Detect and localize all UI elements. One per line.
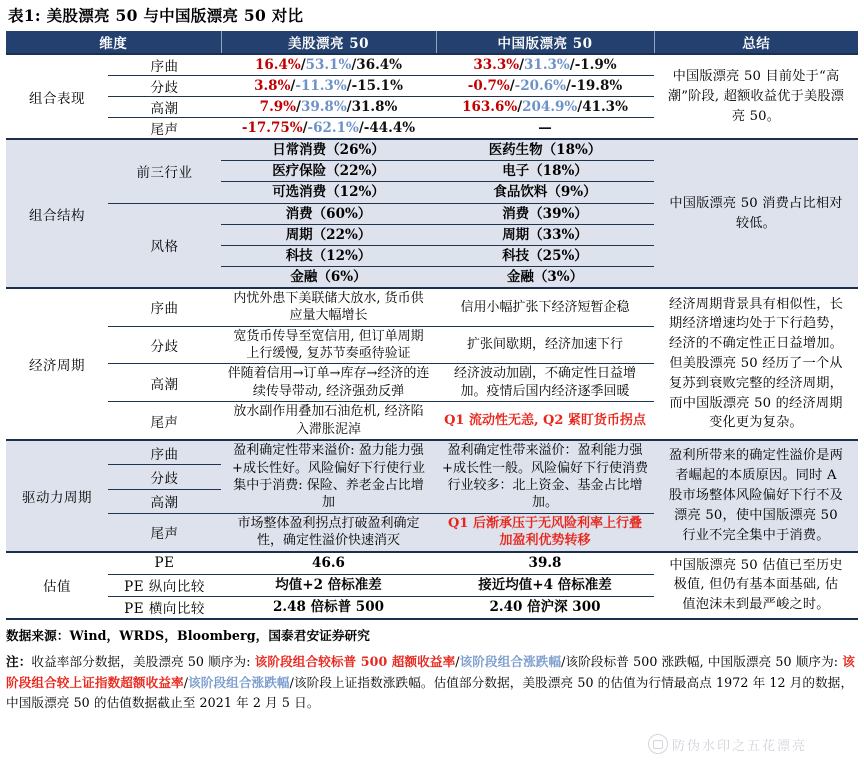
value-token: 39.8% bbox=[300, 99, 347, 116]
phase-label: 高潮 bbox=[108, 489, 221, 513]
us-value: 日常消费（26%） bbox=[221, 139, 436, 161]
note-part-1: 收益率部分数据，美股漂亮 50 顺序为: bbox=[31, 654, 255, 670]
value-token: / bbox=[358, 120, 364, 137]
table-header-row bbox=[6, 31, 858, 54]
summary-economic-cycle: 经济周期背景具有相似性，长期经济增速均处于下行趋势，经济的不确定性正日益增加。但美股漂亮 50 经历了一个从复苏到衰败完整的经济周期，而中国版漂亮 50 的经济周期变化更为复杂。 bbox=[654, 288, 858, 440]
cn-value: 周期（33%） bbox=[436, 224, 654, 245]
us-value: 市场整体盈利拐点打破盈利确定性，确定性溢价快速消灭 bbox=[221, 513, 436, 551]
value-token: -15.1% bbox=[351, 78, 403, 95]
summary-portfolio-structure: 中国版漂亮 50 消费占比相对较低。 bbox=[654, 139, 858, 288]
value-token: / bbox=[346, 99, 352, 116]
us-value: 金融（6%） bbox=[221, 266, 436, 288]
value-token: 41.3% bbox=[582, 99, 628, 116]
phase-label: 分歧 bbox=[108, 326, 221, 364]
header-cell-us: 美股漂亮 50 bbox=[221, 31, 436, 54]
us-value: 盈利确定性带来溢价: 盈力能力强+成长性好。风险偏好下行使行业集中于消费: 保险、养老金占比增加 bbox=[221, 440, 436, 513]
phase-label: 尾声 bbox=[108, 118, 221, 140]
header-cell-cn: 中国版漂亮 50 bbox=[436, 31, 654, 54]
note-slash-2: / bbox=[561, 654, 566, 670]
us-value: 2.48 倍标普 500 bbox=[221, 596, 436, 619]
us-value: 消费（60%） bbox=[221, 203, 436, 224]
note-slash-1: / bbox=[455, 654, 460, 670]
us-value: 科技（12%） bbox=[221, 245, 436, 266]
metric-label: PE 横向比较 bbox=[108, 596, 221, 619]
value-token: -62.1% bbox=[307, 120, 359, 137]
phase-label: 尾声 bbox=[108, 402, 221, 440]
phase-label: 分歧 bbox=[108, 465, 221, 489]
watermark-seal-icon bbox=[648, 734, 668, 754]
section-label-valuation: 估值 bbox=[6, 552, 108, 619]
value-token: / bbox=[346, 78, 352, 95]
section-label-portfolio-structure: 组合结构 bbox=[6, 139, 108, 288]
value-token: 31.8% bbox=[351, 99, 398, 116]
value-token: — bbox=[538, 120, 552, 137]
cn-value: 信用小幅扩张下经济短暂企稳 bbox=[436, 288, 654, 326]
value-token: -11.3% bbox=[295, 78, 347, 95]
us-value: 宽货币传导至宽信用, 但订单周期上行缓慢, 复苏节奏亟待验证 bbox=[221, 326, 436, 364]
header-cell-summary: 总结 bbox=[654, 31, 858, 54]
summary-portfolio-performance: 中国版漂亮 50 目前处于“高潮”阶段, 超额收益优于美股漂亮 50。 bbox=[654, 54, 858, 139]
summary-valuation: 中国版漂亮 50 估值已至历史极值, 但仍有基本面基础, 估值泡沫未到最严峻之时。 bbox=[654, 552, 858, 619]
value-token: 204.9% bbox=[522, 99, 578, 116]
value-token: / bbox=[300, 57, 306, 73]
value-token: / bbox=[296, 99, 301, 116]
value-token: -17.75% bbox=[241, 120, 303, 137]
cn-value: Q1 流动性无恙, Q2 紧盯货币拐点 bbox=[436, 402, 654, 440]
cn-value: Q1 后渐承压于无风险利率上行叠加盈利优势转移 bbox=[436, 513, 654, 551]
phase-label: 尾声 bbox=[108, 513, 221, 551]
phase-label: 序曲 bbox=[108, 288, 221, 326]
phase-label: 分歧 bbox=[108, 76, 221, 97]
note-blue-2: 该阶段组合涨跌幅 bbox=[188, 674, 290, 690]
value-token: -1.9% bbox=[574, 57, 617, 73]
cn-value: 盈利确定性带来溢价：盈利能力强+成长性一般。风险偏好下行使消费行业较多：北上资金、基金占比增加。 bbox=[436, 440, 654, 513]
us-value: 46.6 bbox=[221, 552, 436, 575]
value-token: / bbox=[351, 57, 357, 73]
phase-label: 序曲 bbox=[108, 440, 221, 465]
watermark-text: 防伪水印之五花漂亮 bbox=[672, 738, 808, 754]
group-label-style: 风格 bbox=[108, 203, 221, 288]
note-line bbox=[6, 646, 858, 713]
note-red-1: 该阶段组合较标普 500 超额收益率 bbox=[254, 654, 456, 670]
note-slash-3: / bbox=[183, 674, 189, 690]
section-label-economic-cycle: 经济周期 bbox=[6, 288, 108, 440]
cn-value: 39.8 bbox=[436, 552, 654, 575]
us-value bbox=[221, 118, 436, 140]
note-part-2: 该阶段标普 500 涨跌幅, 中国版漂亮 50 顺序为: bbox=[565, 654, 843, 670]
table-row bbox=[6, 440, 858, 465]
us-value: 周期（22%） bbox=[221, 224, 436, 245]
comparison-table bbox=[6, 31, 858, 620]
cn-value bbox=[436, 54, 654, 76]
cn-value bbox=[436, 118, 654, 140]
table-row bbox=[6, 54, 858, 76]
cn-value: 科技（25%） bbox=[436, 245, 654, 266]
cn-value: 消费（39%） bbox=[436, 203, 654, 224]
note-part-3: 该阶段上证指数涨跌幅。估值部分数据，美股漂亮 50 的估值为行情最高点 1972 年 12 月的数据，中国版漂亮 50 的估值数据截止至 2021 年 2 月 5 日。 bbox=[6, 674, 854, 711]
us-value: 放水副作用叠加石油危机, 经济陷入滞胀泥淖 bbox=[221, 402, 436, 440]
cn-value: 接近均值+4 倍标准差 bbox=[436, 574, 654, 596]
value-token: 3.8% bbox=[254, 78, 291, 95]
table-row bbox=[6, 552, 858, 575]
cn-value bbox=[436, 97, 654, 118]
cn-value: 医药生物（18%） bbox=[436, 139, 654, 161]
value-token: -0.7% bbox=[467, 78, 510, 95]
us-value: 可选消费（12%） bbox=[221, 182, 436, 203]
value-token: -44.4% bbox=[363, 120, 416, 137]
cn-value: 扩张间歇期，经济加速下行 bbox=[436, 326, 654, 364]
value-token: 53.1% bbox=[305, 57, 352, 73]
value-token: 16.4% bbox=[254, 57, 301, 73]
table-row bbox=[6, 139, 858, 161]
value-token: 36.4% bbox=[356, 57, 403, 73]
cn-value: 电子（18%） bbox=[436, 161, 654, 182]
watermark bbox=[648, 731, 828, 757]
value-token: 163.6% bbox=[462, 99, 518, 116]
us-value: 均值+2 倍标准差 bbox=[221, 574, 436, 596]
data-source-line: 数据来源：Wind，WRDS，Bloomberg，国泰君安证券研究 bbox=[6, 627, 370, 643]
us-value: 医疗保险（22%） bbox=[221, 161, 436, 182]
metric-label: PE 纵向比较 bbox=[108, 574, 221, 596]
group-label-top3-industries: 前三行业 bbox=[108, 139, 221, 203]
summary-driver-cycle: 盈利所带来的确定性溢价是两者崛起的本质原因。同时 A 股市场整体风险偏好下行不及漂亮 50，使中国版漂亮 50 行业不完全集中于消费。 bbox=[654, 440, 858, 551]
value-token: 31.3% bbox=[524, 57, 570, 73]
value-token: -19.8% bbox=[570, 78, 623, 95]
value-token: / bbox=[517, 99, 523, 116]
metric-label: PE bbox=[108, 552, 221, 575]
value-token: / bbox=[577, 99, 583, 116]
table-row bbox=[6, 288, 858, 326]
cn-value bbox=[436, 76, 654, 97]
note-slash-4: / bbox=[289, 674, 294, 690]
section-label-driver-cycle: 驱动力周期 bbox=[6, 440, 108, 551]
section-label-portfolio-performance: 组合表现 bbox=[6, 54, 108, 139]
cn-value: 经济波动加剧，不确定性日益增加。疫情后国内经济逐季回暖 bbox=[436, 364, 654, 402]
phase-label: 高潮 bbox=[108, 97, 221, 118]
cn-value: 金融（3%） bbox=[436, 266, 654, 288]
note-label: 注： bbox=[6, 654, 32, 670]
cn-value: 2.40 倍沪深 300 bbox=[436, 596, 654, 619]
phase-label: 高潮 bbox=[108, 364, 221, 402]
value-token: / bbox=[519, 57, 525, 73]
value-token: / bbox=[565, 78, 571, 95]
value-token: / bbox=[569, 57, 575, 73]
us-value bbox=[221, 76, 436, 97]
note-red-2: 该阶段组合较上证指数超额收益率 bbox=[6, 654, 855, 690]
us-value bbox=[221, 97, 436, 118]
note-blue-1: 该阶段组合涨跌幅 bbox=[459, 654, 562, 670]
us-value: 伴随着信用→订单→库存→经济的连续传导带动, 经济强劲反弹 bbox=[221, 364, 436, 402]
value-token: 33.3% bbox=[473, 57, 520, 73]
value-token: 7.9% bbox=[259, 99, 296, 116]
header-cell-dimension: 维度 bbox=[6, 31, 221, 54]
us-value bbox=[221, 54, 436, 76]
value-token: / bbox=[302, 120, 308, 137]
table-caption: 表1: 美股漂亮 50 与中国版漂亮 50 对比 bbox=[8, 6, 304, 25]
value-token: / bbox=[290, 78, 296, 95]
table-footnotes bbox=[6, 623, 858, 714]
cn-value: 食品饮料（9%） bbox=[436, 182, 654, 203]
value-token: / bbox=[509, 78, 515, 95]
us-value: 内忧外患下美联储大放水, 货币供应量大幅增长 bbox=[221, 288, 436, 326]
value-token: -20.6% bbox=[514, 78, 566, 95]
phase-label: 序曲 bbox=[108, 54, 221, 76]
